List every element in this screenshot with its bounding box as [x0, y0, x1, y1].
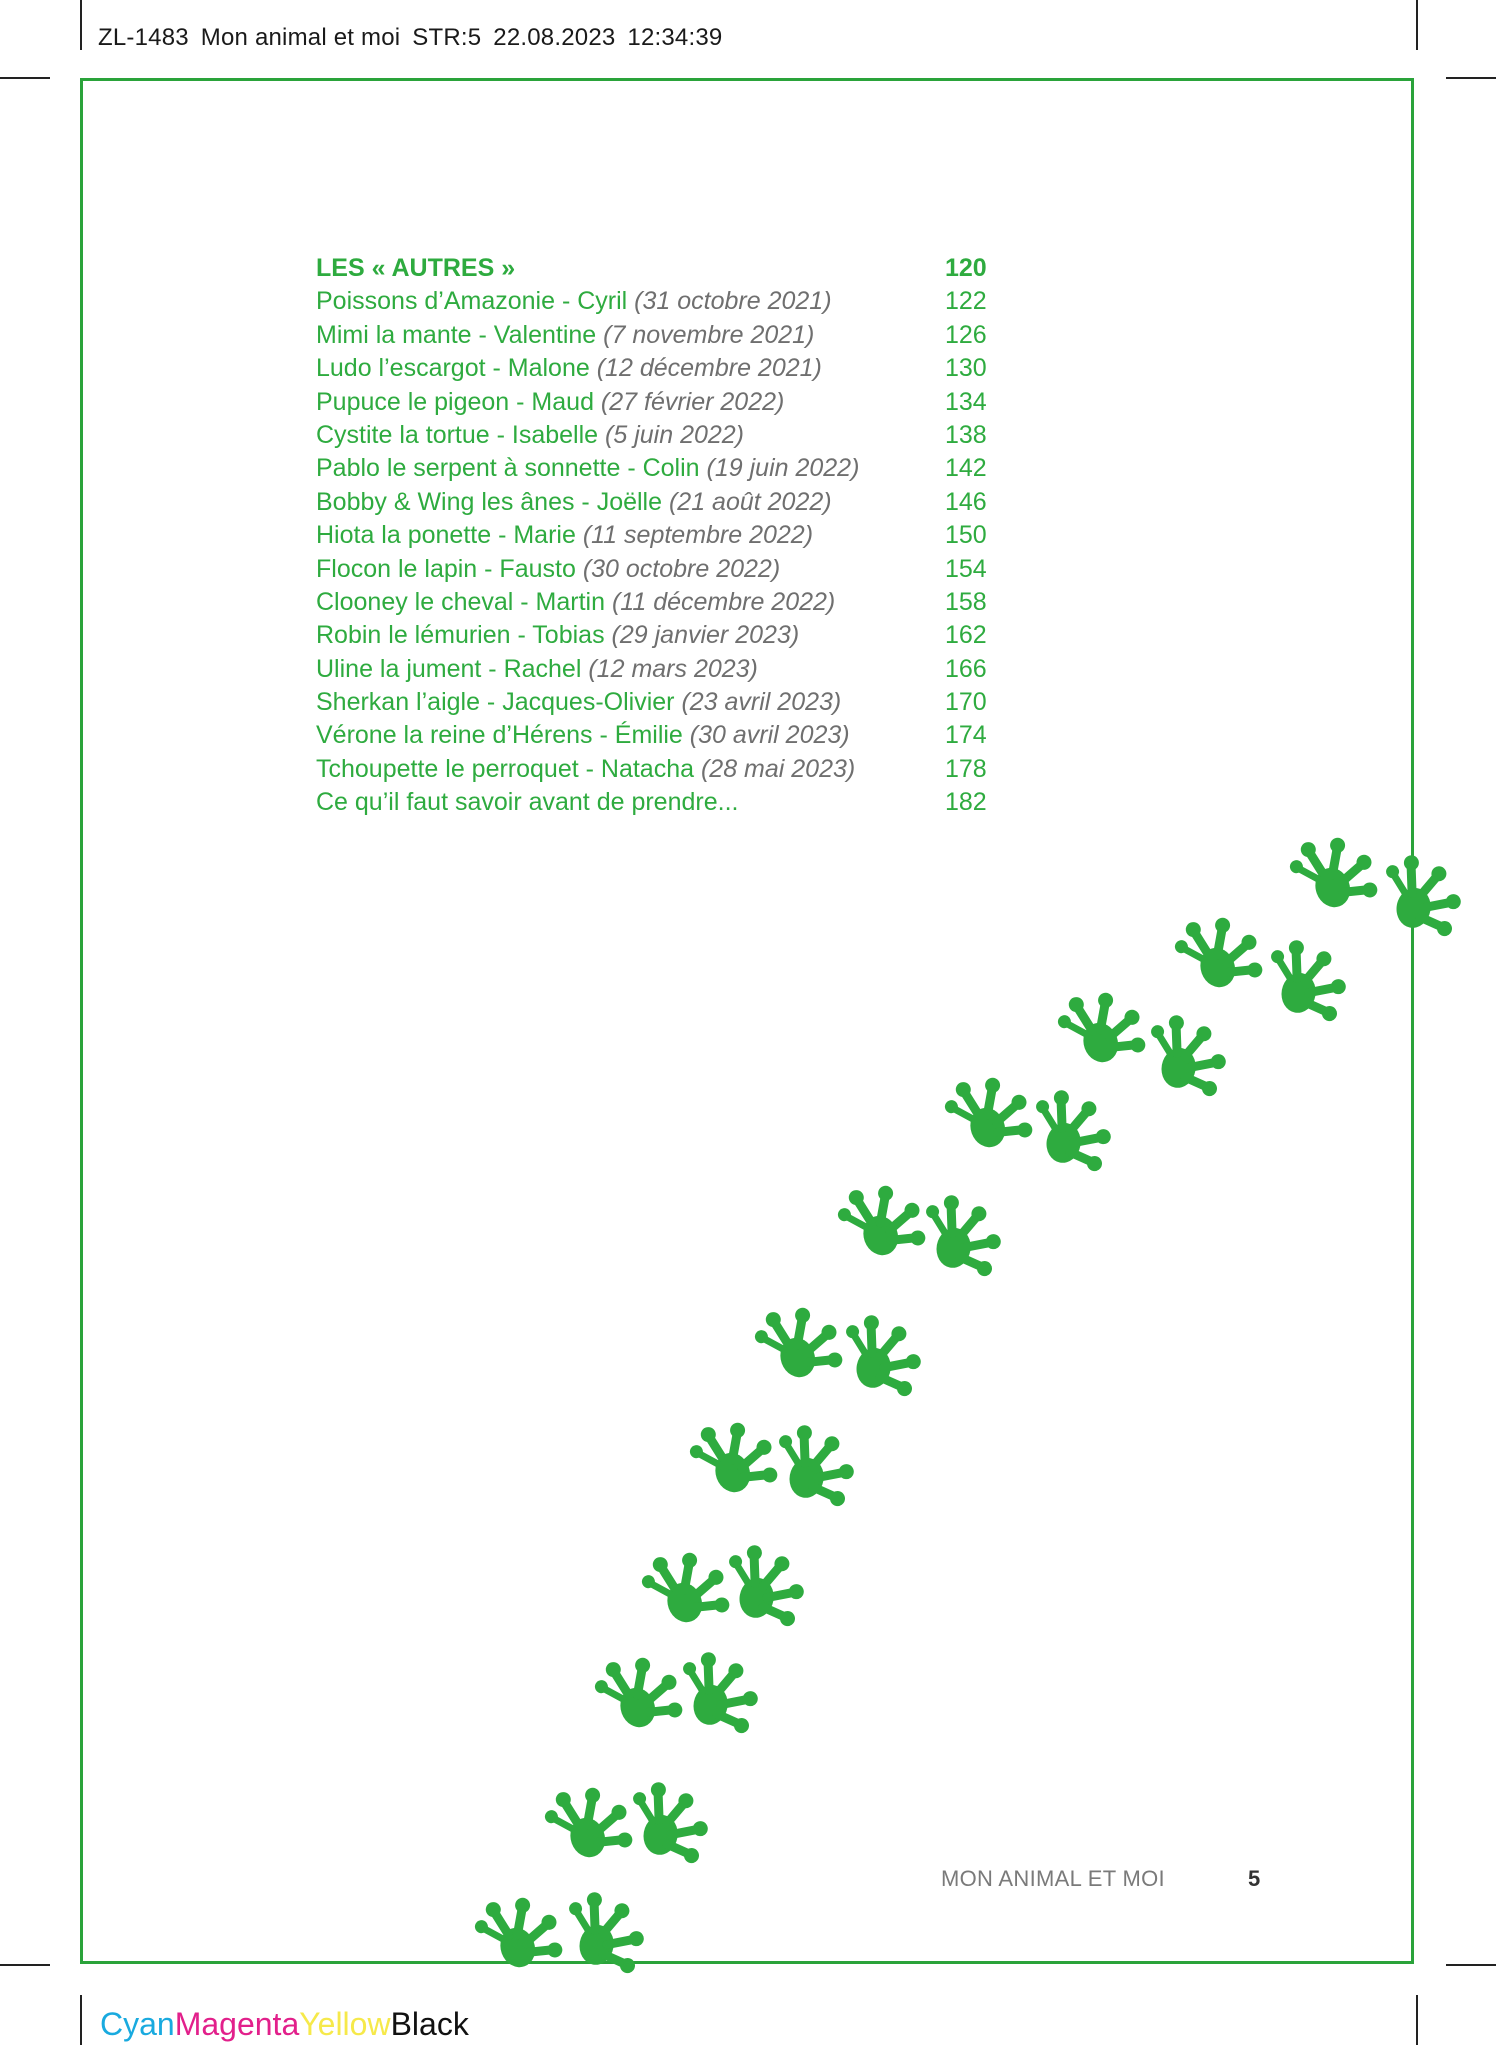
- toc-entry-title: Flocon le lapin - Fausto: [316, 554, 576, 583]
- frog-footprint-icon: [560, 1888, 651, 1975]
- toc-entry-date: (28 mai 2023): [700, 754, 856, 783]
- toc-entry[interactable]: [316, 586, 996, 619]
- running-footer-title: MON ANIMAL ET MOI: [941, 1866, 1165, 1891]
- toc-entry-title: Hiota la ponette - Marie: [316, 521, 576, 550]
- frog-footprint-icon: [749, 1294, 849, 1391]
- frog-footprint-icon: [939, 1064, 1039, 1161]
- toc-entry-date: (29 janvier 2023): [611, 621, 800, 650]
- toc-heading-title: LES « AUTRES »: [316, 254, 516, 282]
- toc-entry-date: (30 octobre 2022): [582, 554, 781, 583]
- toc-entry-page: 150: [945, 521, 987, 550]
- toc-entry[interactable]: [316, 386, 996, 419]
- toc-entry-date: (7 novembre 2021): [603, 320, 815, 349]
- toc-entry-page: 166: [945, 654, 987, 683]
- frog-footprint-icon: [720, 1541, 811, 1628]
- toc-entry-page: 174: [945, 721, 987, 750]
- frog-footprint-icon: [1377, 851, 1468, 938]
- frog-footprint-icon: [1027, 1086, 1118, 1173]
- frog-footprint-icon: [917, 1191, 1008, 1278]
- frog-footprint-icon: [684, 1409, 784, 1506]
- toc-entry-date: (31 octobre 2021): [634, 287, 832, 316]
- toc-entry-page: 178: [945, 754, 987, 783]
- cmyk-yellow: Yellow: [299, 2006, 391, 2042]
- toc-entry[interactable]: [316, 452, 996, 485]
- slug-title: Mon animal et moi: [200, 24, 401, 51]
- toc-entry-date: (11 décembre 2022): [611, 587, 836, 616]
- frog-footprint-icon: [469, 1884, 569, 1981]
- frog-footprint-icon: [837, 1311, 928, 1398]
- frog-footprint-icon: [624, 1778, 715, 1865]
- toc-entry-page: 142: [945, 454, 987, 483]
- toc-entry-page: 182: [945, 788, 987, 817]
- frog-footprint-icon: [589, 1644, 689, 1741]
- slug-str: STR:5: [412, 24, 482, 51]
- toc-entry-page: 130: [945, 354, 987, 383]
- toc-entry-page: 162: [945, 621, 987, 650]
- toc-entry-page: 138: [945, 420, 987, 449]
- toc-entry-title: Mimi la mante - Valentine: [316, 320, 597, 349]
- cmyk-black: Black: [390, 2006, 469, 2042]
- toc-entry[interactable]: [316, 352, 996, 385]
- toc-entry[interactable]: [316, 519, 996, 552]
- toc-entry-title: Ludo l’escargot - Malone: [316, 354, 590, 383]
- cmyk-magenta: Magenta: [174, 2006, 300, 2042]
- frog-footprint-icon: [1262, 936, 1353, 1023]
- cmyk-cyan: Cyan: [100, 2006, 175, 2042]
- toc-entry-page: 154: [945, 554, 987, 583]
- toc-entry-title: Uline la jument - Rachel: [316, 654, 582, 683]
- toc-entry-title: Robin le lémurien - Tobias: [316, 621, 605, 650]
- toc-entry-title: Ce qu’il faut savoir avant de prendre...: [316, 788, 739, 817]
- cmyk-print-label: [100, 2006, 469, 2043]
- frog-footprint-icon: [1169, 904, 1269, 1001]
- toc-entry-title: Vérone la reine d’Hérens - Émilie: [316, 721, 683, 750]
- toc-entry[interactable]: [316, 753, 996, 786]
- toc-entry-page: 122: [945, 287, 987, 316]
- toc-entry-date: (23 avril 2023): [681, 688, 842, 717]
- toc-entry-date: (11 septembre 2022): [582, 521, 814, 550]
- toc-entry-title: Tchoupette le perroquet - Natacha: [316, 754, 695, 783]
- toc-entry[interactable]: [316, 553, 996, 586]
- toc-entry-date: (5 juin 2022): [605, 420, 745, 449]
- toc-entry[interactable]: [316, 786, 996, 819]
- toc-entry[interactable]: [316, 619, 996, 652]
- toc-section-heading[interactable]: [316, 252, 996, 285]
- toc-entry[interactable]: [316, 285, 996, 318]
- toc-entry-date: (19 juin 2022): [706, 454, 860, 483]
- frog-footprint-icon: [674, 1648, 765, 1735]
- frog-footprint-icon: [1142, 1011, 1233, 1098]
- toc-entry-title: Cystite la tortue - Isabelle: [316, 420, 599, 449]
- toc-entry[interactable]: [316, 719, 996, 752]
- toc-entry-date: (30 avril 2023): [689, 721, 850, 750]
- toc-entry[interactable]: [316, 653, 996, 686]
- frog-footprint-icon: [1284, 824, 1384, 921]
- toc-entry-date: (12 mars 2023): [588, 654, 758, 683]
- toc-entry[interactable]: [316, 486, 996, 519]
- toc-entry-date: (27 février 2022): [600, 387, 785, 416]
- frog-footprint-icon: [636, 1539, 736, 1636]
- toc-entry-page: 170: [945, 688, 987, 717]
- frog-footprint-icon: [1052, 979, 1152, 1076]
- toc-heading-page: 120: [945, 254, 987, 282]
- toc-entry[interactable]: [316, 419, 996, 452]
- toc-entry-page: 134: [945, 387, 987, 416]
- toc-entry-title: Pablo le serpent à sonnette - Colin: [316, 454, 700, 483]
- toc-entry[interactable]: [316, 686, 996, 719]
- slug-code: ZL-1483: [98, 24, 189, 51]
- frog-footprint-icon: [832, 1172, 932, 1269]
- toc-entry-page: 146: [945, 487, 987, 516]
- toc-entry-title: Bobby & Wing les ânes - Joëlle: [316, 487, 663, 516]
- slug-time: 12:34:39: [627, 24, 723, 51]
- toc-entry-title: Sherkan l’aigle - Jacques-Olivier: [316, 688, 675, 717]
- toc-entry-title: Clooney le cheval - Martin: [316, 587, 606, 616]
- toc-entry[interactable]: [316, 319, 996, 352]
- toc-entry-date: (21 août 2022): [668, 487, 832, 516]
- table-of-contents: [316, 252, 996, 820]
- frog-footprint-icon: [539, 1774, 639, 1871]
- toc-entry-page: 158: [945, 587, 987, 616]
- slug-date: 22.08.2023: [493, 24, 616, 51]
- toc-entry-page: 126: [945, 320, 987, 349]
- page-number: 5: [1248, 1866, 1261, 1891]
- frog-footprint-icon: [770, 1421, 861, 1508]
- toc-entry-date: (12 décembre 2021): [596, 354, 822, 383]
- toc-entry-title: Poissons d’Amazonie - Cyril: [316, 287, 628, 316]
- toc-entry-title: Pupuce le pigeon - Maud: [316, 387, 594, 416]
